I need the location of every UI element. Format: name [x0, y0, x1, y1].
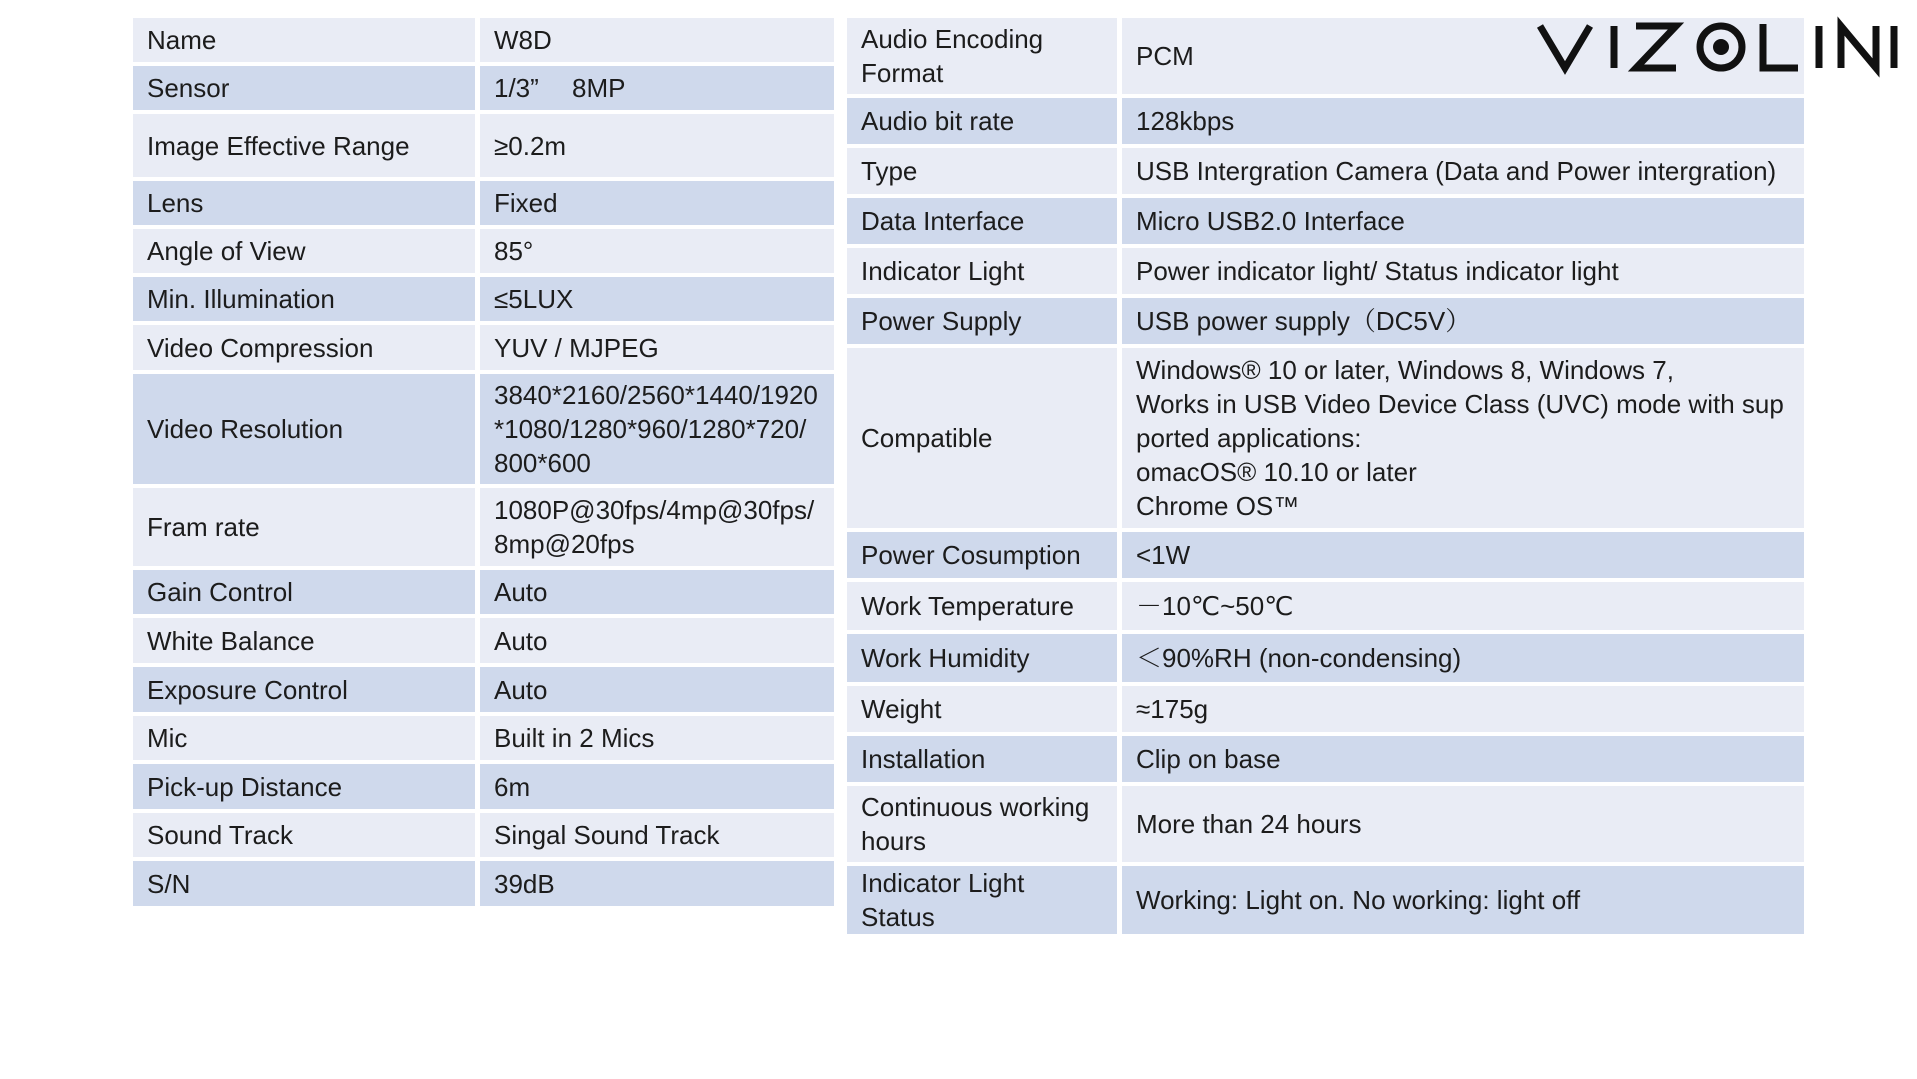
spec-label: Mic [133, 716, 480, 760]
spec-label: Image Effective Range [133, 114, 480, 177]
spec-label: Min. Illumination [133, 277, 480, 321]
table-row [133, 861, 834, 906]
spec-value: Micro USB2.0 Interface [1122, 198, 1804, 244]
spec-value: Auto [480, 667, 834, 712]
spec-label: Installation [847, 736, 1122, 782]
table-row [133, 716, 834, 760]
table-row [133, 570, 834, 614]
spec-label: Compatible [847, 348, 1122, 528]
spec-value: PCM [1122, 18, 1804, 94]
table-row [847, 686, 1804, 732]
spec-label: Sound Track [133, 813, 480, 857]
spec-value: 128kbps [1122, 98, 1804, 144]
spec-label: S/N [133, 861, 480, 906]
spec-label: Indicator Light [847, 248, 1122, 294]
spec-label: Indicator Light Status [847, 866, 1122, 934]
table-row [847, 198, 1804, 244]
spec-value: YUV / MJPEG [480, 325, 834, 370]
spec-label: Power Supply [847, 298, 1122, 344]
spec-value: Auto [480, 618, 834, 663]
spec-label: Gain Control [133, 570, 480, 614]
table-row [133, 488, 834, 566]
spec-label: Angle of View [133, 229, 480, 273]
table-row [133, 667, 834, 712]
spec-label: Video Compression [133, 325, 480, 370]
table-row [847, 348, 1804, 528]
table-row [847, 148, 1804, 194]
spec-label: Name [133, 18, 480, 62]
spec-value: 6m [480, 764, 834, 809]
table-row [133, 229, 834, 273]
spec-label: Video Resolution [133, 374, 480, 484]
spec-label: Type [847, 148, 1122, 194]
spec-value: 1080P@30fps/4mp@30fps/ 8mp@20fps [480, 488, 834, 566]
spec-value: 1/3” 8MP [480, 66, 834, 110]
spec-value: Clip on base [1122, 736, 1804, 782]
spec-label: Continuous working hours [847, 786, 1122, 862]
spec-value: 39dB [480, 861, 834, 906]
spec-value: 85° [480, 229, 834, 273]
spec-value: W8D [480, 18, 834, 62]
table-row [133, 114, 834, 177]
spec-label: Work Humidity [847, 634, 1122, 682]
table-row [133, 618, 834, 663]
spec-label: Weight [847, 686, 1122, 732]
spec-value: 3840*2160/2560*1440/1920*1080/1280*960/1280*720/800*600 [480, 374, 834, 484]
table-row [847, 582, 1804, 630]
spec-value: USB power supply（DC5V） [1122, 298, 1804, 344]
spec-value: More than 24 hours [1122, 786, 1804, 862]
spec-table-right [847, 14, 1804, 938]
spec-label: Pick-up Distance [133, 764, 480, 809]
spec-value: Fixed [480, 181, 834, 225]
spec-value: －10℃~50℃ [1122, 582, 1804, 630]
spec-label: Work Temperature [847, 582, 1122, 630]
spec-value: Windows® 10 or later, Windows 8, Windows 7, Works in USB Video Device Class (UVC) mode with supported applications: omacOS® 10.10 or later Chrome OS™ [1122, 348, 1804, 528]
spec-table-left [133, 14, 834, 910]
table-row [133, 764, 834, 809]
spec-value: ≈175g [1122, 686, 1804, 732]
table-row [847, 866, 1804, 934]
spec-label: Lens [133, 181, 480, 225]
vizolink-logo [1536, 16, 1906, 78]
table-row [133, 374, 834, 484]
table-row [847, 532, 1804, 578]
table-row [847, 786, 1804, 862]
spec-label: Fram rate [133, 488, 480, 566]
table-row [133, 813, 834, 857]
spec-value: ＜90%RH (non-condensing) [1122, 634, 1804, 682]
spec-value: USB Intergration Camera (Data and Power intergration) [1122, 148, 1804, 194]
spec-label: Audio Encoding Format [847, 18, 1122, 94]
table-row [133, 325, 834, 370]
spec-value: <1W [1122, 532, 1804, 578]
spec-value: Power indicator light/ Status indicator light [1122, 248, 1804, 294]
table-row [847, 248, 1804, 294]
spec-label: Audio bit rate [847, 98, 1122, 144]
table-row [133, 18, 834, 62]
table-row [133, 277, 834, 321]
table-row [847, 298, 1804, 344]
spec-value: ≥0.2m [480, 114, 834, 177]
spec-value: ≤5LUX [480, 277, 834, 321]
table-row [133, 66, 834, 110]
table-row [133, 181, 834, 225]
spec-label: Sensor [133, 66, 480, 110]
spec-label: White Balance [133, 618, 480, 663]
spec-value: Built in 2 Mics [480, 716, 834, 760]
spec-value: Auto [480, 570, 834, 614]
spec-value: Singal Sound Track [480, 813, 834, 857]
table-row [847, 736, 1804, 782]
spec-label: Power Cosumption [847, 532, 1122, 578]
spec-label: Exposure Control [133, 667, 480, 712]
table-row [847, 98, 1804, 144]
table-row [847, 634, 1804, 682]
spec-value: Working: Light on. No working: light off [1122, 866, 1804, 934]
spec-label: Data Interface [847, 198, 1122, 244]
